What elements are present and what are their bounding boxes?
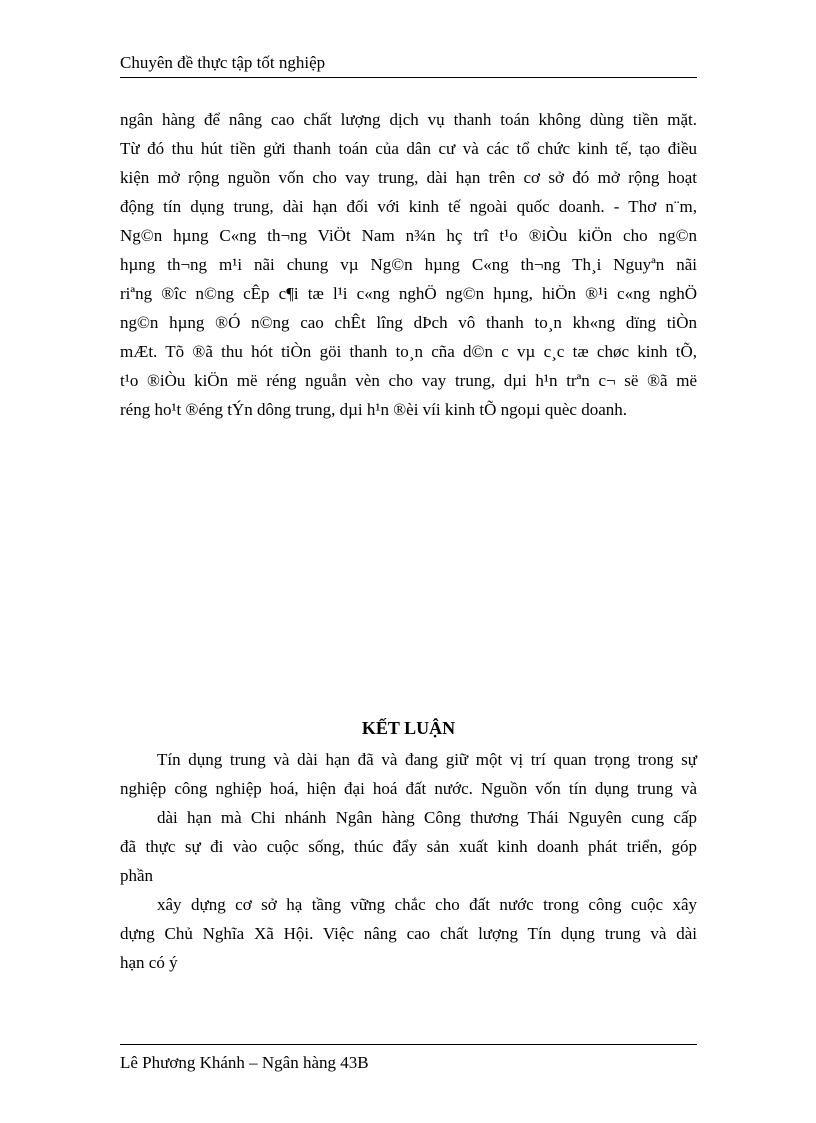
- conclusion-line: Tín dụng trung và dài hạn đã và đang giữ một vị trí quan trọng trong sự: [157, 750, 697, 769]
- conclusion-line: xây dựng cơ sở hạ tầng vững chắc cho đất nước trong công cuộc xây: [157, 895, 697, 914]
- body-line: động tín dụng trung, dài hạn đối với kinh tế ngoài quốc doanh. - Thơ n¨m,: [120, 197, 697, 216]
- body-line: mÆt. Tõ ®ã thu hót tiÒn göi thanh to¸n cña d©n c vµ c¸c tæ chøc kinh tÕ,: [120, 342, 697, 361]
- conclusion-line: dài hạn mà Chi nhánh Ngân hàng Công thương Thái Nguyên cung cấp: [157, 808, 697, 827]
- page-header-title: Chuyên đề thực tập tốt nghiệp: [120, 53, 326, 72]
- body-line: t¹o ®iÒu kiÖn më réng nguån vèn cho vay trung, dµi h¹n trªn c¬ së ®ã më: [120, 371, 697, 390]
- conclusion-paragraph: [120, 745, 697, 977]
- conclusion-line: hạn có ý: [120, 953, 178, 972]
- conclusion-line: nghiệp công nghiệp hoá, hiện đại hoá đất nước. Nguồn vốn tín dụng trung và: [120, 779, 697, 798]
- body-line: Ng©n hµng C«ng th¬ng ViÖt Nam n¾n hç trî t¹o ®iÒu kiÖn cho ng©n: [120, 226, 697, 245]
- body-line: réng ho¹t ®éng tÝn dông trung, dµi h¹n ®èi víi kinh tÕ ngoµi quèc doanh.: [120, 400, 627, 419]
- conclusion-heading: KẾT LUẬN: [361, 718, 456, 738]
- footer-author: Lê Phương Khánh – Ngân hàng 43B: [120, 1053, 369, 1072]
- body-line: riªng ®îc n©ng cÊp c¶i tæ l¹i c«ng nghÖ ng©n hµng, hiÖn ®¹i c«ng nghÖ: [120, 284, 697, 303]
- body-line: ngân hàng để nâng cao chất lượng dịch vụ thanh toán không dùng tiền mặt.: [120, 110, 697, 129]
- body-line: hµng th¬ng m¹i nãi chung vµ Ng©n hµng C«ng th¬ng Th¸i Nguyªn nãi: [120, 255, 697, 274]
- body-paragraph: [120, 105, 697, 424]
- conclusion-line: đã thực sự đi vào cuộc sống, thúc đẩy sản xuất kinh doanh phát triển, góp: [120, 837, 697, 856]
- conclusion-line: dựng Chủ Nghĩa Xã Hội. Việc nâng cao chất lượng Tín dụng trung và dài: [120, 924, 697, 943]
- body-line: Từ đó thu hút tiền gửi thanh toán của dân cư và các tổ chức kinh tế, tạo điều: [120, 139, 697, 158]
- body-line: ng©n hµng ®Ó n©ng cao chÊt lîng dÞch vô thanh to¸n kh«ng dïng tiÒn: [120, 313, 697, 332]
- footer-divider: [120, 1044, 697, 1045]
- body-line: kiện mở rộng nguồn vốn cho vay trung, dài hạn trên cơ sở đó mở rộng hoạt: [120, 168, 697, 187]
- header-divider: [120, 77, 697, 78]
- conclusion-line: phần: [120, 866, 154, 885]
